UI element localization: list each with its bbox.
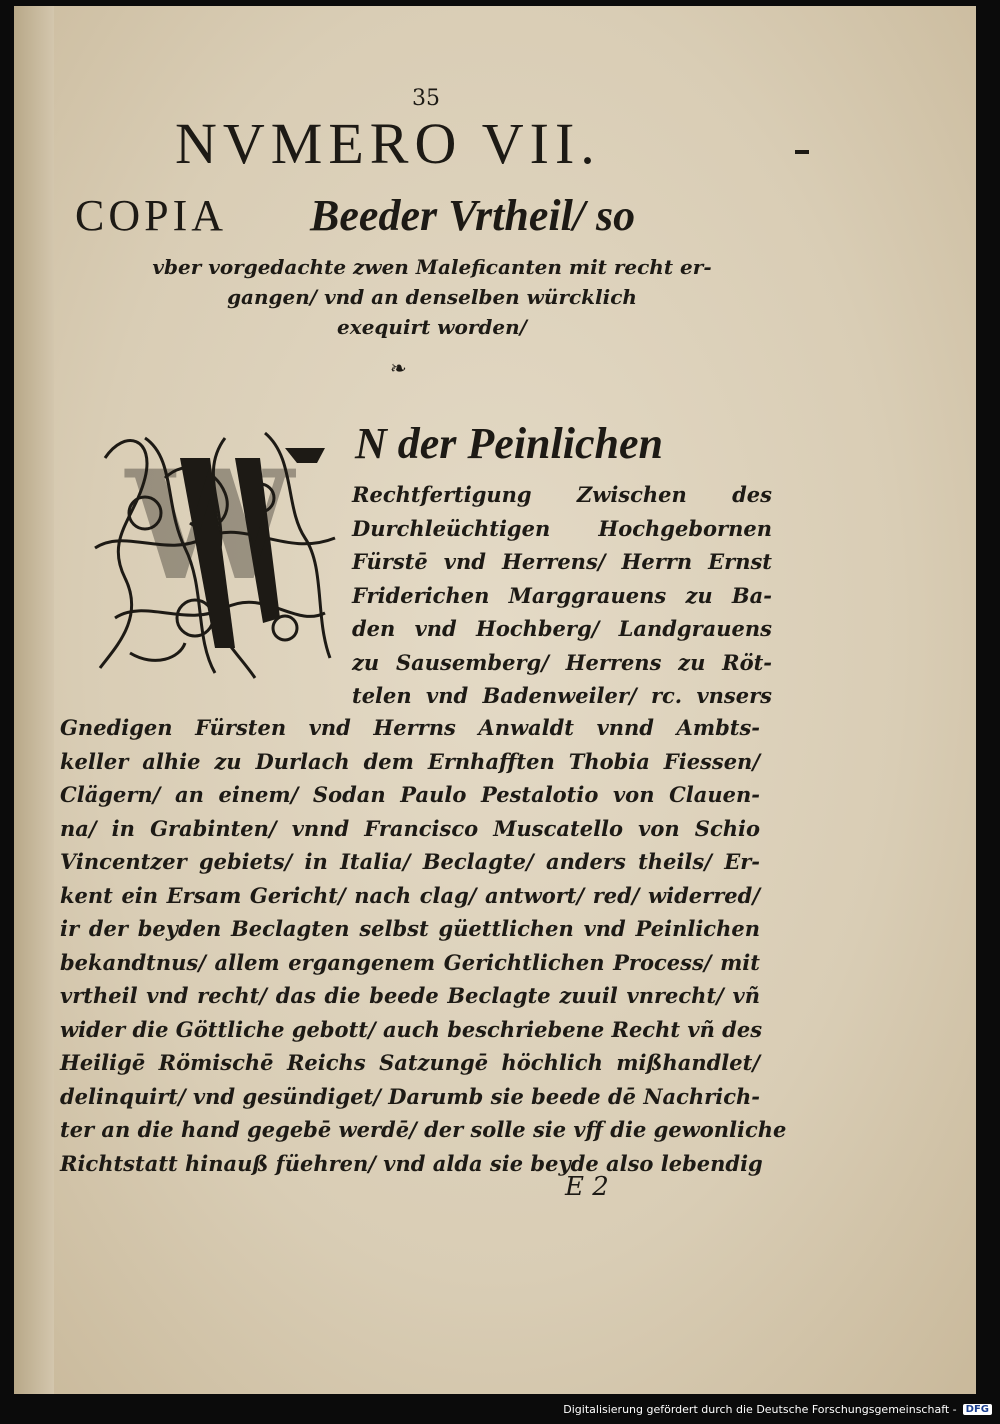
heading-line: exequirt worden/ [337,315,527,339]
dfg-logo: DFG [963,1404,992,1415]
footer-credit [563,1403,992,1416]
text-line: delinquirt/ vnd gesündiget/ Darumb sie beede dē Nachrich- [60,1083,760,1109]
margin-mark [795,150,809,154]
first-line: N der Peinlichen [355,419,663,468]
indented-paragraph [352,478,772,713]
text-line: zu Sausemberg/ Herrens zu Röt- [352,649,772,675]
heading-lines [112,252,752,342]
signature-mark: E 2 [565,1172,609,1202]
subtitle [75,190,795,241]
text-line: bekandtnus/ allem ergangenem Gerichtlichen Process/ mit [60,949,760,975]
text-line: kent ein Ersam Gericht/ nach clag/ antwort/ red/ widerred/ [60,882,760,908]
text-line: Heiligē Römischē Reichs Satzungē höchlich mißhandlet/ [60,1050,760,1075]
page-binding-shadow [14,6,54,1394]
text-line: Gnedigen Fürsten vnd Herrns Anwaldt vnnd Ambts- [60,715,760,740]
subtitle-copia: COPIA [75,191,228,240]
text-line: Rechtfertigung Zwischen des [352,482,772,507]
text-line: Vincentzer gebiets/ in Italia/ Beclagte/ anders theils/ Er- [60,849,760,874]
decorated-initial-w [85,418,345,688]
heading-line: gangen/ vnd an denselben würcklich [227,285,637,309]
page-number: 35 [412,86,440,111]
text-line: na/ in Grabinten/ vnnd Francisco Muscatello von Schio [60,815,760,841]
text-line: ter an die hand gegebē werdē/ der solle sie vff die gewonliche [60,1117,787,1142]
text-line: Friderichen Marggrauens zu Ba- [352,582,772,608]
text-line: Durchleüchtigen Hochgebornen [352,515,772,541]
text-line: ir der beyden Beclagten selbst güettlichen vnd Peinlichen [60,916,760,941]
fleuron-ornament: ❧ [390,356,407,380]
text-line: wider die Göttliche gebott/ auch beschriebene Recht vñ des [60,1016,763,1042]
text-line: Richtstatt hinauß füehren/ vnd alda sie beyde also lebendig [60,1150,763,1176]
initial-letter: W [125,438,295,614]
text-line: vrtheil vnd recht/ das die beede Beclagte zuuil vnrecht/ vñ [60,983,760,1008]
text-line: Clägern/ an einem/ Sodan Paulo Pestalotio von Clauen- [60,782,760,807]
heading-line: vber vorgedachte zwen Maleficanten mit recht er- [152,255,712,279]
page-title: NVMERO VII. [175,111,601,176]
text-line: telen vnd Badenweiler/ rc. vnsers [352,683,772,708]
text-line: keller alhie zu Durlach dem Ernhafften Thobia Fiessen/ [60,748,760,774]
text-line: Fürstē vnd Herrens/ Herrn Ernst [352,549,772,574]
text-line: den vnd Hochberg/ Landgrauens [352,616,772,641]
footer-text: Digitalisierung gefördert durch die Deutsche Forschungsgemeinschaft - [563,1403,957,1416]
full-paragraph [60,711,787,1180]
subtitle-gothic: Beeder Vrtheil/ so [310,191,636,240]
